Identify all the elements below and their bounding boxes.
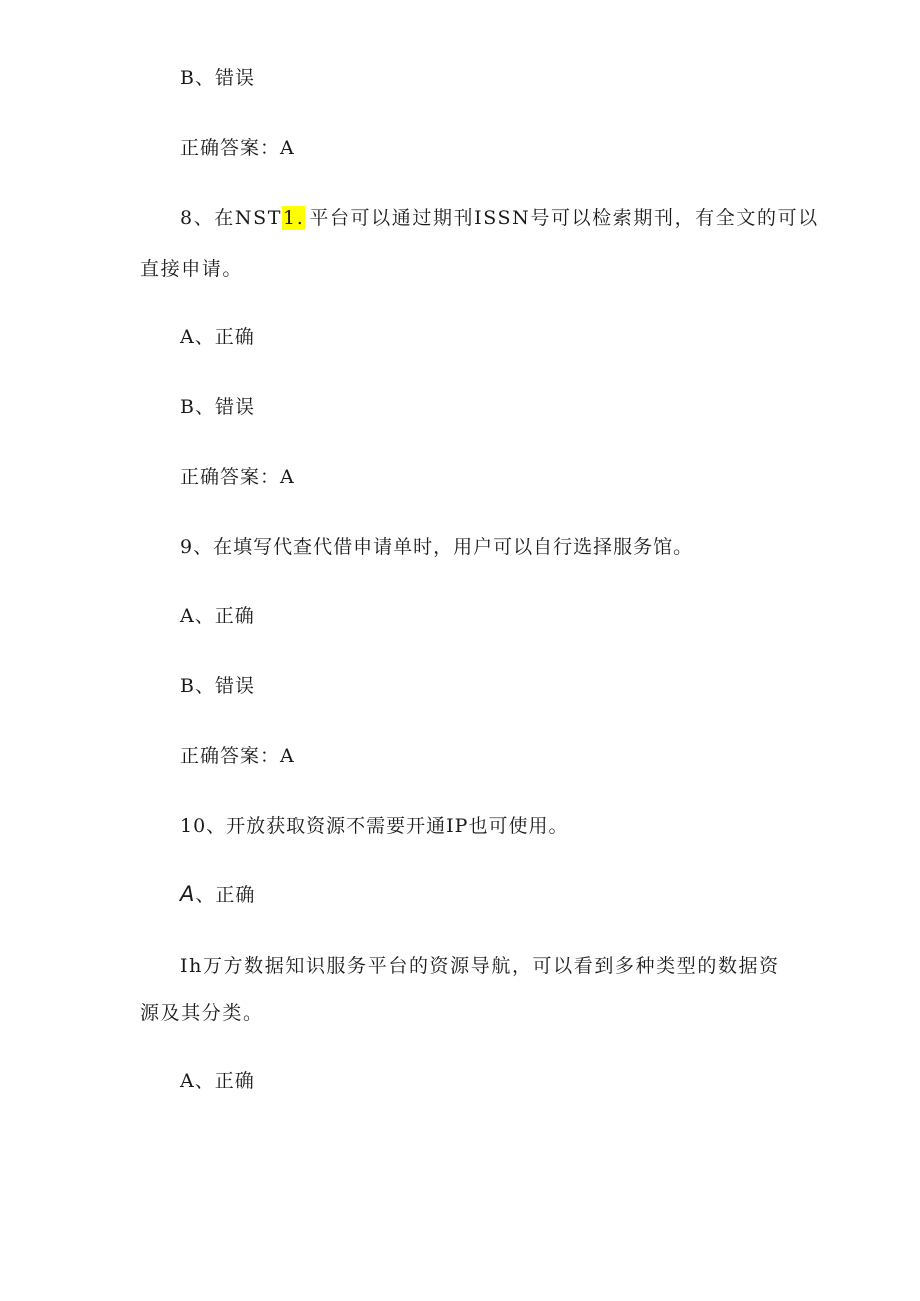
q9-option-b: B、错误 <box>180 675 255 697</box>
q8-highlight: 1. <box>283 207 305 229</box>
q11-text-line1: Ih万方数据知识服务平台的资源导航，可以看到多种类型的数据资 <box>180 955 780 977</box>
q7-option-b: B、错误 <box>180 67 255 89</box>
q11-text-line2: 源及其分类。 <box>140 1002 264 1024</box>
q8-option-b: B、错误 <box>180 396 255 418</box>
q8-text-line1 <box>180 206 819 230</box>
q8-text-part1: 8、在NST <box>180 207 283 229</box>
q8-answer: 正确答案：A <box>180 466 295 488</box>
q8-option-a: A、正确 <box>180 326 255 348</box>
q10-option-a-letter: A <box>180 882 196 906</box>
q10-option-a-text: 、正确 <box>195 884 256 906</box>
q10-text: 10、开放获取资源不需要开通IP也可使用。 <box>180 815 569 837</box>
q8-text-part2: 平台可以通过期刊ISSN号可以检索期刊，有全文的可以 <box>309 207 819 229</box>
q9-text: 9、在填写代查代借申请单时，用户可以自行选择服务馆。 <box>180 536 694 558</box>
q8-text-line2: 直接申请。 <box>140 258 244 280</box>
q9-option-a: A、正确 <box>180 605 255 627</box>
q11-option-a: A、正确 <box>180 1070 255 1092</box>
q7-answer: 正确答案：A <box>180 137 295 159</box>
q10-option-a <box>180 882 255 907</box>
q9-answer: 正确答案：A <box>180 745 295 767</box>
